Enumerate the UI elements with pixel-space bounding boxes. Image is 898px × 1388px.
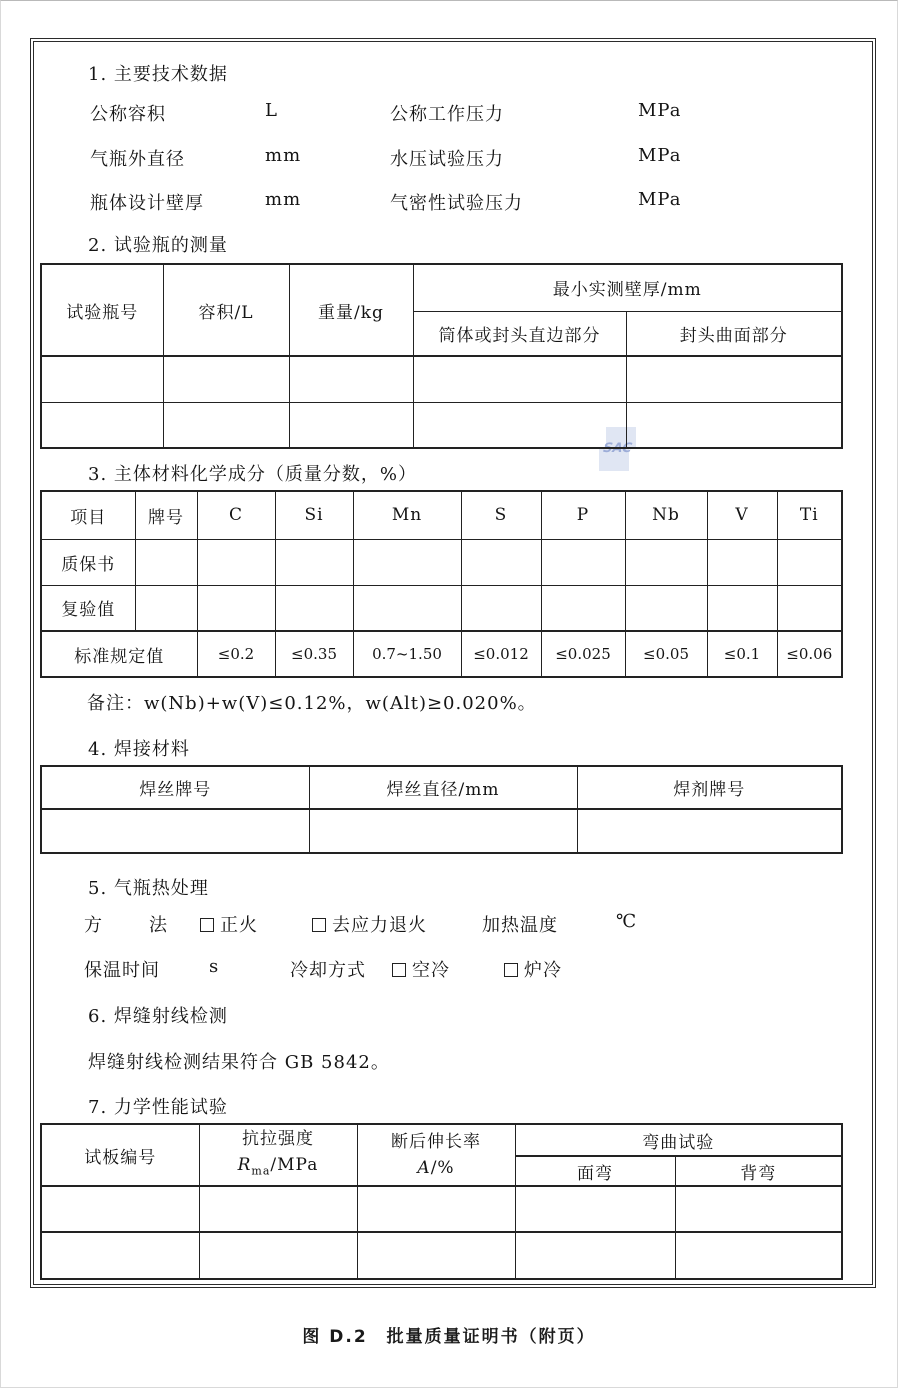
volume-header: 容积/L	[163, 264, 289, 356]
empty-cell	[353, 539, 461, 585]
air-cooling-label: 空冷	[412, 960, 450, 981]
certificate-row-label: 质保书	[41, 539, 135, 585]
empty-cell	[41, 402, 163, 448]
standard-value-s: ≤0.012	[461, 631, 541, 677]
page-border-inner	[33, 41, 873, 1285]
weight-header: 重量/kg	[289, 264, 413, 356]
tech-data-row-2	[34, 145, 872, 169]
welding-material-table	[40, 765, 843, 854]
tech-data-row-1	[34, 100, 872, 124]
standard-value-v: ≤0.1	[707, 631, 777, 677]
elongation-header	[357, 1124, 515, 1186]
hydro-test-pressure-unit: MPa	[638, 145, 682, 166]
empty-cell	[199, 1186, 357, 1232]
normalizing-checkbox	[200, 918, 214, 932]
hydro-test-pressure-label: 水压试验压力	[390, 149, 504, 170]
test-bottle-table	[40, 263, 843, 449]
air-cooling-checkbox	[392, 963, 406, 977]
furnace-cooling-label: 炉冷	[524, 960, 562, 981]
phosphorus-header: P	[541, 491, 625, 539]
empty-cell	[626, 402, 842, 448]
design-wall-thickness-unit: mm	[265, 189, 302, 210]
empty-cell	[626, 356, 842, 402]
standard-value-p: ≤0.025	[541, 631, 625, 677]
item-header: 项目	[41, 491, 135, 539]
specimen-no-header: 试板编号	[41, 1124, 199, 1186]
figure-caption: 图 D.2 批量质量证明书（附页）	[302, 1327, 596, 1347]
empty-cell	[275, 539, 353, 585]
empty-cell	[413, 402, 626, 448]
niobium-header: Nb	[625, 491, 707, 539]
empty-cell	[309, 809, 577, 853]
section-2-heading: 2. 试验瓶的测量	[88, 235, 228, 256]
sac-watermark-text: SAC	[602, 441, 633, 456]
leak-test-pressure-label: 气密性试验压力	[390, 193, 523, 214]
design-wall-thickness-label: 瓶体设计壁厚	[90, 193, 204, 214]
heat-treatment-holding-row	[34, 956, 872, 980]
empty-cell	[289, 402, 413, 448]
leak-test-pressure-unit: MPa	[638, 189, 682, 210]
working-pressure-unit: MPa	[638, 100, 682, 121]
elongation-symbol: A/%	[417, 1158, 455, 1178]
empty-cell	[199, 1232, 357, 1279]
outer-diameter-unit: mm	[265, 145, 302, 166]
test-bottle-no-header: 试验瓶号	[41, 264, 163, 356]
empty-cell	[41, 356, 163, 402]
empty-cell	[625, 539, 707, 585]
flux-grade-header: 焊剂牌号	[577, 766, 842, 809]
heating-temperature-label: 加热温度	[482, 915, 558, 936]
empty-cell	[707, 585, 777, 631]
empty-cell	[675, 1186, 842, 1232]
min-thickness-group-header: 最小实测壁厚/mm	[413, 264, 842, 311]
elongation-name: 断后伸长率	[391, 1132, 481, 1152]
heating-temperature-unit: ℃	[616, 911, 638, 932]
wire-diameter-header: 焊丝直径/mm	[309, 766, 577, 809]
empty-cell	[777, 585, 842, 631]
empty-cell	[41, 1232, 199, 1279]
stress-relief-checkbox	[312, 918, 326, 932]
empty-cell	[541, 539, 625, 585]
empty-cell	[357, 1186, 515, 1232]
empty-cell	[197, 585, 275, 631]
heat-treatment-method-row	[34, 911, 872, 935]
empty-cell	[163, 356, 289, 402]
empty-cell	[707, 539, 777, 585]
empty-cell	[163, 402, 289, 448]
nominal-volume-unit: L	[265, 100, 278, 121]
chemical-note	[34, 689, 872, 715]
section-5-heading: 5. 气瓶热处理	[88, 878, 209, 899]
tensile-strength-name: 抗拉强度	[242, 1128, 314, 1149]
retest-row-label: 复验值	[41, 585, 135, 631]
empty-cell	[275, 585, 353, 631]
normalizing-option	[200, 911, 258, 937]
standard-value-ti: ≤0.06	[777, 631, 842, 677]
empty-cell	[41, 1186, 199, 1232]
furnace-cooling-checkbox	[504, 963, 518, 977]
empty-cell	[135, 539, 197, 585]
empty-cell	[41, 809, 309, 853]
back-bend-header: 背弯	[675, 1156, 842, 1186]
empty-cell	[515, 1232, 675, 1279]
empty-cell	[353, 585, 461, 631]
standard-value-c: ≤0.2	[197, 631, 275, 677]
furnace-cooling-option	[504, 956, 562, 982]
empty-cell	[197, 539, 275, 585]
section-1-heading: 1. 主要技术数据	[88, 64, 228, 85]
carbon-header: C	[197, 491, 275, 539]
outer-diameter-label: 气瓶外直径	[90, 149, 185, 170]
note-formula: w(Nb)+w(V)≤0.12%，w(Alt)≥0.020%。	[144, 693, 537, 714]
empty-cell	[413, 356, 626, 402]
empty-cell	[515, 1186, 675, 1232]
section-4-heading: 4. 焊接材料	[88, 739, 190, 760]
empty-cell	[675, 1232, 842, 1279]
face-bend-header: 面弯	[515, 1156, 675, 1186]
wire-grade-header: 焊丝牌号	[41, 766, 309, 809]
stress-relief-option	[312, 911, 427, 937]
bend-test-group-header: 弯曲试验	[515, 1124, 842, 1156]
section-7-heading: 7. 力学性能试验	[88, 1097, 228, 1118]
empty-cell	[135, 585, 197, 631]
note-prefix: 备注：	[87, 693, 144, 714]
air-cooling-option	[392, 956, 450, 982]
empty-cell	[461, 585, 541, 631]
empty-cell	[577, 809, 842, 853]
titanium-header: Ti	[777, 491, 842, 539]
mechanical-test-table	[40, 1123, 843, 1280]
tech-data-row-3	[34, 189, 872, 213]
sulfur-header: S	[461, 491, 541, 539]
empty-cell	[625, 585, 707, 631]
chemical-composition-table	[40, 490, 843, 678]
silicon-header: Si	[275, 491, 353, 539]
empty-cell	[461, 539, 541, 585]
tensile-strength-header	[199, 1124, 357, 1186]
empty-cell	[541, 585, 625, 631]
empty-cell	[289, 356, 413, 402]
standard-value-si: ≤0.35	[275, 631, 353, 677]
empty-cell	[777, 539, 842, 585]
thickness-body-header: 筒体或封头直边部分	[413, 311, 626, 356]
manganese-header: Mn	[353, 491, 461, 539]
method-label-part-1: 方	[84, 915, 103, 936]
thickness-head-header: 封头曲面部分	[626, 311, 842, 356]
stress-relief-label: 去应力退火	[332, 915, 427, 936]
working-pressure-label: 公称工作压力	[390, 104, 504, 125]
standard-value-nb: ≤0.05	[625, 631, 707, 677]
method-label-part-2: 法	[149, 915, 168, 936]
empty-cell	[357, 1232, 515, 1279]
standard-value-mn: 0.7~1.50	[353, 631, 461, 677]
cooling-method-label: 冷却方式	[290, 960, 366, 981]
vanadium-header: V	[707, 491, 777, 539]
nominal-volume-label: 公称容积	[90, 104, 166, 125]
section-6-heading: 6. 焊缝射线检测	[88, 1006, 228, 1027]
holding-time-label: 保温时间	[84, 960, 160, 981]
grade-header: 牌号	[135, 491, 197, 539]
radiographic-result-text: 焊缝射线检测结果符合 GB 5842。	[88, 1052, 390, 1073]
standard-row-label: 标准规定值	[41, 631, 197, 677]
holding-time-unit: s	[209, 956, 220, 977]
section-3-heading: 3. 主体材料化学成分（质量分数，%）	[88, 464, 417, 485]
page-border-outer	[30, 38, 876, 1288]
normalizing-label: 正火	[220, 915, 258, 936]
tensile-strength-symbol: $R_{ma}$/MPa	[237, 1154, 319, 1178]
